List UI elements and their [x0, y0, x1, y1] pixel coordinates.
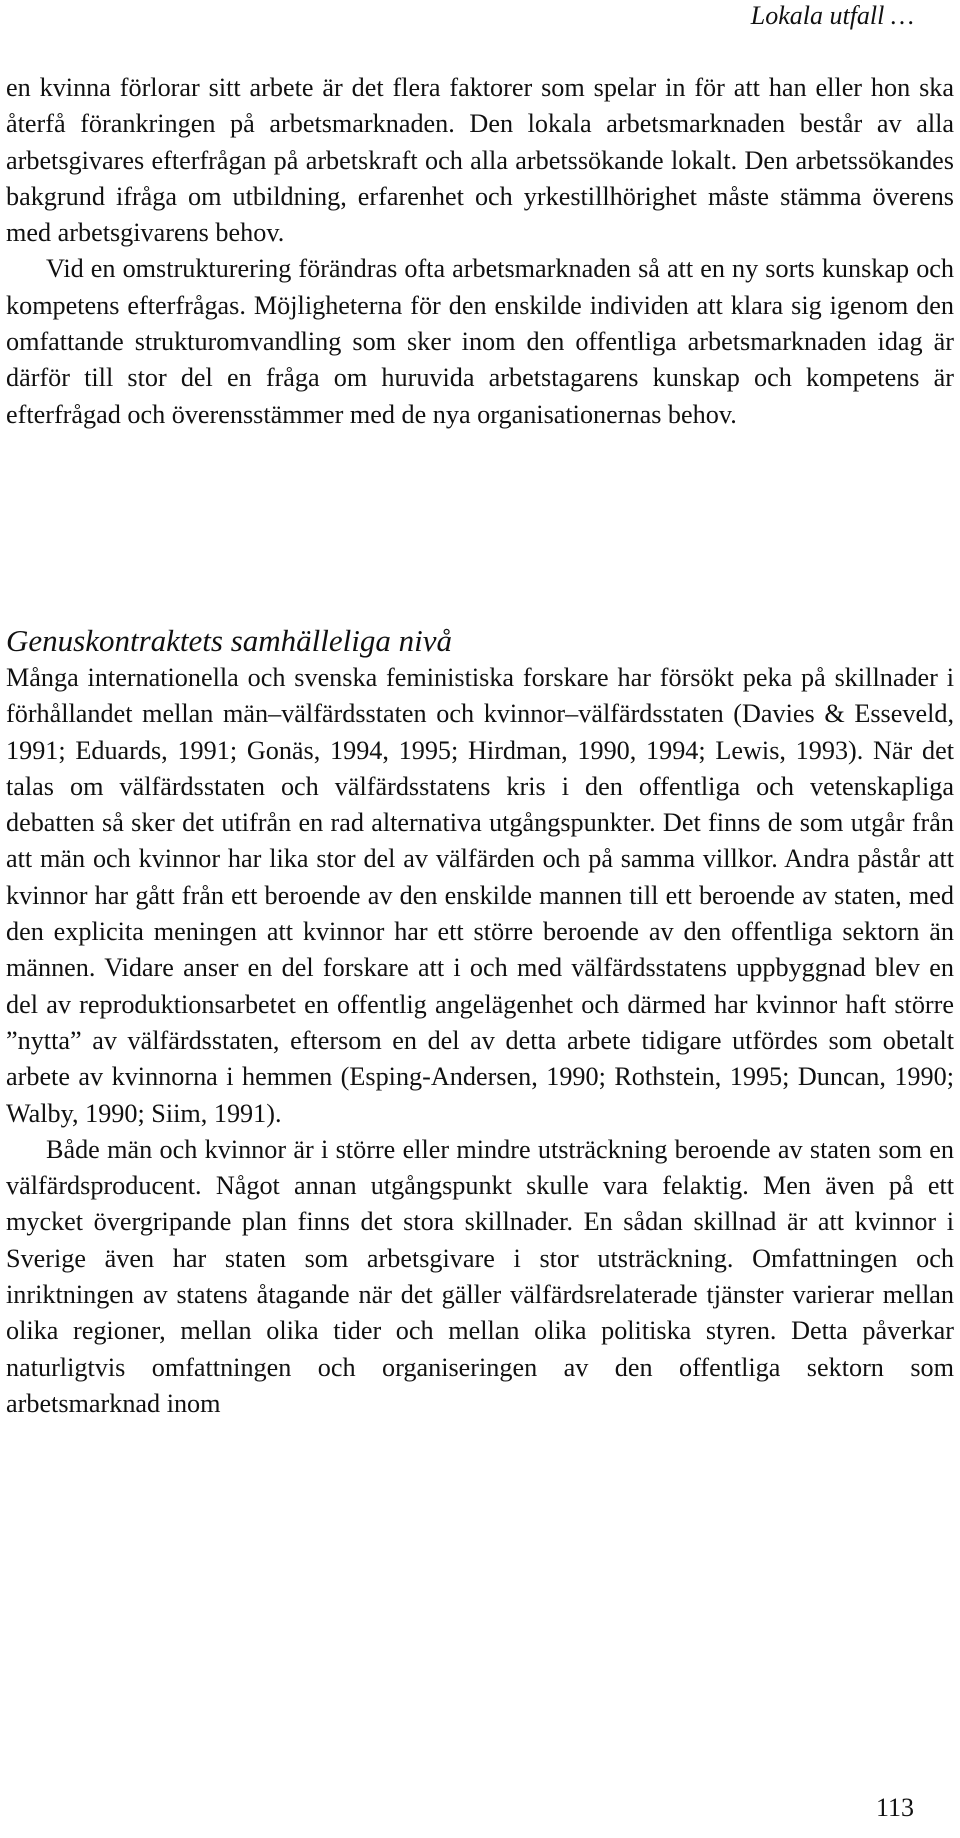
section-1-text	[6, 70, 954, 433]
paragraph: Många internationella och svenska feministiska forskare har försökt peka på skillnader i förhållandet mellan män–välfärdsstaten och kvinnor–välfärdsstaten (Davies & Esseveld, 1991; Eduards, 1991; Gonäs, 1994, 1995; Hirdman, 1990, 1994; Lewis, 1993). När det talas om välfärdsstaten och välfärdsstatens kris i den offentliga och vetenskapliga debatten så sker det utifrån en rad alternativa utgångspunkter. Det finns de som utgår från att män och kvinnor har lika stor del av välfärden och på samma villkor. Andra påstår att kvinnor har gått från ett beroende av den enskilde mannen till ett beroende av staten, med den explicita meningen att kvinnor har ett större beroende av den offentliga sektorn än männen. Vidare anser en del forskare att i och med välfärdsstatens uppbyggnad blev en del av reproduktionsarbetet en offentlig angelägenhet och därmed har kvinnor haft större ”nytta” av välfärdsstaten, eftersom en del av detta arbete tidigare utfördes som obetalt arbete av kvinnorna i hemmen (Esping-Andersen, 1990; Rothstein, 1995; Duncan, 1990; Walby, 1990; Siim, 1991).	[6, 663, 954, 1128]
paragraph: Vid en omstrukturering förändras ofta arbetsmarknaden så att en ny sorts kunskap och kompetens efterfrågas. Möjligheterna för den enskilde individen att klara sig igenom den omfattande strukturomvandling som sker inom den offentliga arbetsmarknaden idag är därför till stor del en fråga om huruvida arbetstagarens kunskap och kompetens är efterfrågad och överensstämmer med de nya organisationernas behov.	[6, 254, 954, 429]
running-head: Lokala utfall …	[750, 1, 914, 30]
page-number: 113	[875, 1793, 914, 1822]
paragraph: en kvinna förlorar sitt arbete är det flera faktorer som spelar in för att han eller hon ska återfå förankringen på arbetsmarknaden. Den lokala arbetsmarknaden består av alla arbetsgivares efterfrågan på arbetskraft och alla arbetssökande lokalt. Den arbetssökandes bakgrund ifråga om utbildning, erfarenhet och yrkestillhörighet måste stämma överens med arbetsgivarens behov.	[6, 73, 954, 248]
section-heading: Genuskontraktets samhälleliga nivå	[6, 623, 452, 658]
section-2-text	[6, 660, 954, 1422]
paragraph: Både män och kvinnor är i större eller mindre utsträckning beroende av staten som en välfärdsproducent. Något annan utgångspunkt skulle vara felaktig. Men även på ett mycket övergripande plan finns det stora skillnader. En sådan skillnad är att kvinnor i Sverige även har staten som arbetsgivare i stor utsträckning. Omfattningen och inriktningen av statens åtagande när det gäller välfärdsrelaterade tjänster varierar mellan olika regioner, mellan olika tider och mellan olika politiska styren. Detta påverkar naturligtvis omfattningen och organiseringen av den offentliga sektorn som arbetsmarknad inom	[6, 1134, 954, 1418]
